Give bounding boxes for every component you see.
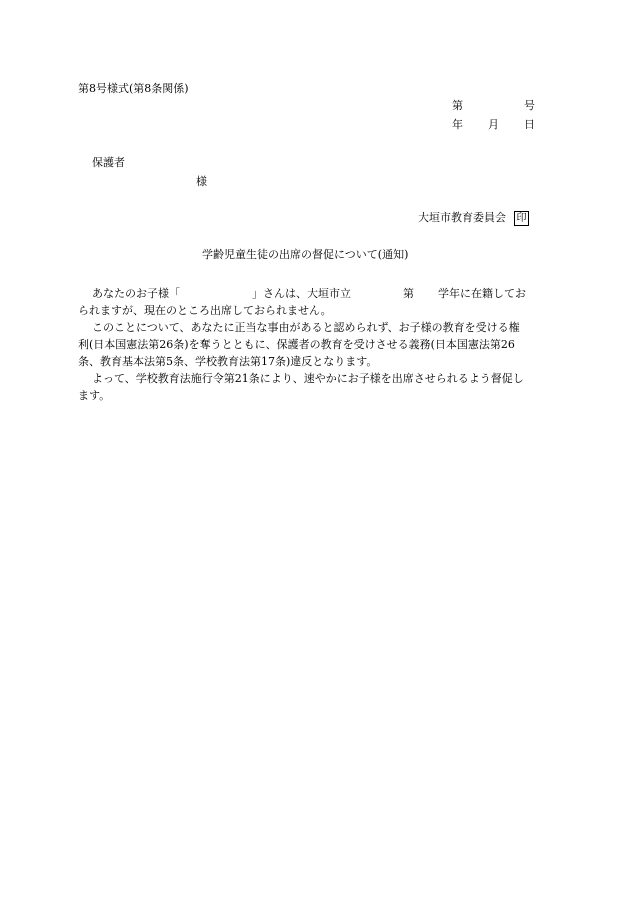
p1-prefix: あなたのお子様「 [92, 287, 180, 300]
date-year: 年 [452, 118, 463, 131]
paragraph-line: 条、教育基本法第5条、学校教育法第17条)違反となります。 [78, 355, 378, 368]
date-day: 日 [524, 118, 535, 131]
paragraph-line: このことについて、あなたに正当な事由があると認められず、お子様の教育を受ける権 [92, 321, 520, 334]
p1-middle: 」さんは、大垣市立 [252, 287, 351, 300]
paragraph-line [78, 285, 548, 302]
recipient-honorific: 様 [196, 175, 207, 188]
body-paragraph-1 [78, 285, 548, 319]
p1-suffix: 学年に在籍してお [438, 287, 526, 300]
document-number-suffix: 号 [524, 99, 535, 112]
paragraph-line: られますが、現在のところ出席しておられません。 [78, 304, 332, 317]
sender-name: 大垣市教育委員会 [418, 211, 506, 224]
body-paragraph-2 [78, 319, 548, 370]
seal-mark: 印 [514, 211, 529, 226]
form-number: 第8号様式(第8条関係) [78, 82, 189, 95]
paragraph-line: よって、学校教育法施行令第21条により、速やかにお子様を出席させられるよう督促し [92, 372, 524, 385]
date-month: 月 [488, 118, 499, 131]
paragraph-line: 利(日本国憲法第26条)を奪うとともに、保護者の教育を受けさせる義務(日本国憲法第26 [78, 338, 515, 351]
document-number-prefix: 第 [452, 99, 463, 112]
recipient-label: 保護者 [92, 156, 125, 169]
sender-block [418, 211, 529, 226]
paragraph-line: ます。 [78, 389, 111, 402]
p1-dai: 第 [403, 287, 414, 300]
document-title: 学齢児童生徒の出席の督促について(通知) [202, 248, 409, 261]
body-paragraph-3 [78, 370, 548, 404]
